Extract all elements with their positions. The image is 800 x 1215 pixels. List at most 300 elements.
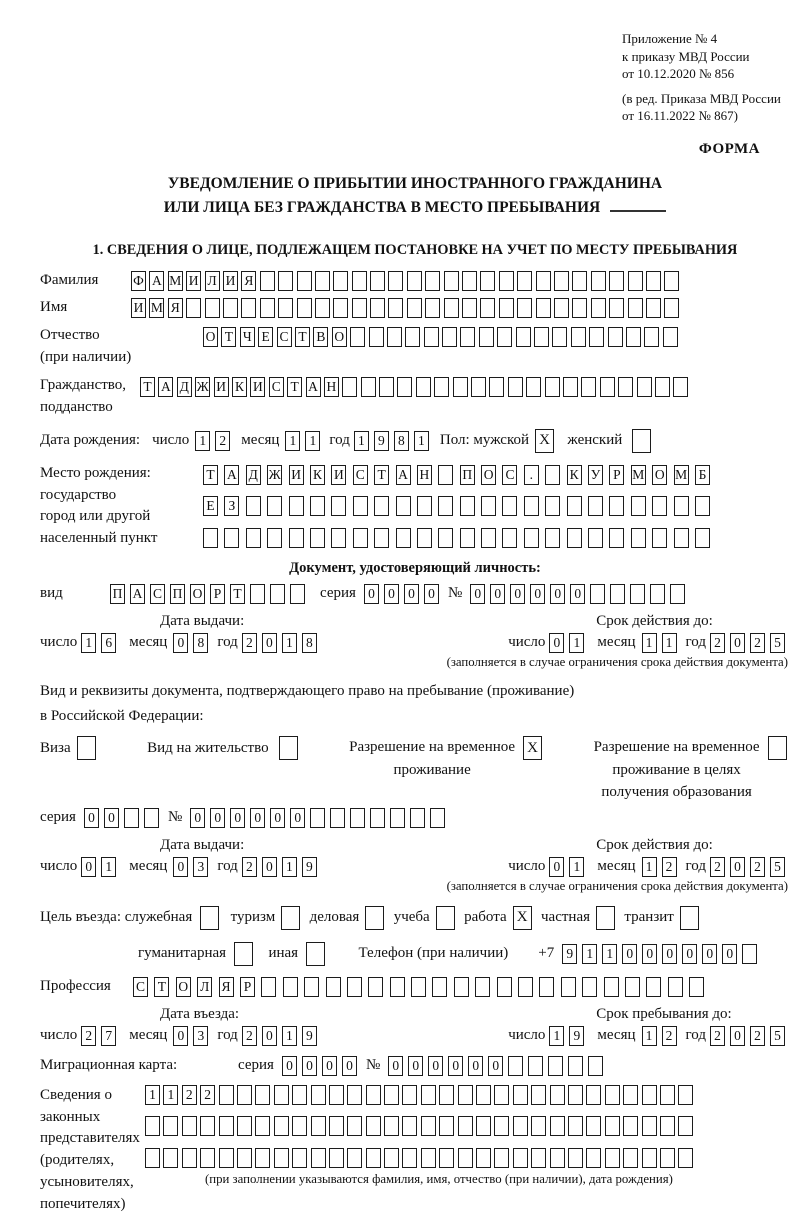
char-box[interactable]	[502, 528, 517, 548]
char-box[interactable]	[642, 1116, 657, 1136]
char-box[interactable]	[333, 298, 348, 318]
char-box[interactable]: 0	[81, 857, 96, 877]
char-box[interactable]: 0	[642, 944, 657, 964]
char-box[interactable]	[444, 271, 459, 291]
char-box[interactable]	[410, 808, 425, 828]
char-box[interactable]	[567, 528, 582, 548]
char-box[interactable]	[384, 1148, 399, 1168]
char-box[interactable]	[586, 1085, 601, 1105]
char-box[interactable]: Ж	[267, 465, 282, 485]
char-box[interactable]	[425, 298, 440, 318]
char-box[interactable]: 0	[490, 584, 505, 604]
char-box[interactable]	[407, 298, 422, 318]
char-box[interactable]	[480, 271, 495, 291]
char-box[interactable]: М	[631, 465, 646, 485]
char-box[interactable]	[311, 1085, 326, 1105]
char-box[interactable]	[342, 377, 357, 397]
char-box[interactable]	[644, 327, 659, 347]
char-box[interactable]	[518, 977, 533, 997]
char-box[interactable]: М	[168, 271, 183, 291]
char-box[interactable]	[489, 377, 504, 397]
char-box[interactable]	[347, 1148, 362, 1168]
char-box[interactable]	[255, 1116, 270, 1136]
char-box[interactable]	[144, 808, 159, 828]
char-box[interactable]	[460, 327, 475, 347]
char-box[interactable]	[205, 298, 220, 318]
char-box[interactable]: 0	[404, 584, 419, 604]
char-box[interactable]	[454, 977, 469, 997]
char-box[interactable]: 0	[173, 633, 188, 653]
char-box[interactable]	[274, 1148, 289, 1168]
char-box[interactable]: 1	[414, 431, 429, 451]
char-box[interactable]	[545, 377, 560, 397]
char-box[interactable]	[270, 584, 285, 604]
char-box[interactable]	[458, 1116, 473, 1136]
char-box[interactable]: Д	[246, 465, 261, 485]
char-box[interactable]: 0	[190, 808, 205, 828]
char-box[interactable]	[246, 528, 261, 548]
char-box[interactable]	[609, 271, 624, 291]
char-box[interactable]	[550, 1085, 565, 1105]
char-box[interactable]	[531, 1085, 546, 1105]
char-box[interactable]	[274, 1085, 289, 1105]
char-box[interactable]	[289, 496, 304, 516]
char-box[interactable]: 0	[662, 944, 677, 964]
char-box[interactable]	[438, 465, 453, 485]
char-box[interactable]: 0	[342, 1056, 357, 1076]
char-box[interactable]	[424, 327, 439, 347]
char-box[interactable]: И	[223, 271, 238, 291]
char-box[interactable]: 7	[101, 1026, 116, 1046]
char-box[interactable]	[650, 584, 665, 604]
char-box[interactable]: 0	[682, 944, 697, 964]
char-box[interactable]: 0	[549, 633, 564, 653]
char-box[interactable]: П	[110, 584, 125, 604]
char-box[interactable]: П	[460, 465, 475, 485]
char-box[interactable]: Ж	[195, 377, 210, 397]
char-box[interactable]	[219, 1085, 234, 1105]
char-box[interactable]	[623, 1116, 638, 1136]
char-box[interactable]	[219, 1148, 234, 1168]
char-box[interactable]	[255, 1085, 270, 1105]
char-box[interactable]: А	[396, 465, 411, 485]
char-box[interactable]: 0	[173, 1026, 188, 1046]
char-box[interactable]	[292, 1148, 307, 1168]
char-box[interactable]	[315, 298, 330, 318]
char-box[interactable]	[347, 1085, 362, 1105]
char-box[interactable]	[458, 1085, 473, 1105]
char-box[interactable]: 0	[364, 584, 379, 604]
char-box[interactable]: Я	[168, 298, 183, 318]
char-box[interactable]	[689, 977, 704, 997]
char-box[interactable]	[476, 1085, 491, 1105]
char-box[interactable]	[668, 977, 683, 997]
char-box[interactable]: 9	[569, 1026, 584, 1046]
char-box[interactable]	[438, 496, 453, 516]
char-box[interactable]	[655, 377, 670, 397]
char-box[interactable]: Т	[287, 377, 302, 397]
char-box[interactable]: 0	[510, 584, 525, 604]
char-box[interactable]	[432, 977, 447, 997]
char-box[interactable]: Л	[197, 977, 212, 997]
char-box[interactable]	[476, 1116, 491, 1136]
char-box[interactable]	[411, 977, 426, 997]
char-box[interactable]: 5	[770, 633, 785, 653]
char-box[interactable]: А	[130, 584, 145, 604]
char-box[interactable]	[628, 298, 643, 318]
char-box[interactable]	[352, 298, 367, 318]
char-box[interactable]	[568, 1116, 583, 1136]
char-box[interactable]: 0	[322, 1056, 337, 1076]
char-box[interactable]	[548, 1056, 563, 1076]
char-box[interactable]	[388, 298, 403, 318]
char-box[interactable]	[278, 298, 293, 318]
char-box[interactable]	[460, 528, 475, 548]
char-box[interactable]: Ч	[240, 327, 255, 347]
char-box[interactable]	[528, 1056, 543, 1076]
char-box[interactable]: И	[214, 377, 229, 397]
char-box[interactable]: 2	[182, 1085, 197, 1105]
char-box[interactable]	[554, 271, 569, 291]
char-box[interactable]	[517, 298, 532, 318]
char-box[interactable]: 8	[394, 431, 409, 451]
char-box[interactable]: 0	[730, 857, 745, 877]
char-box[interactable]	[605, 1116, 620, 1136]
char-box[interactable]	[536, 271, 551, 291]
char-box[interactable]	[438, 528, 453, 548]
char-box[interactable]	[660, 1116, 675, 1136]
char-box[interactable]: 0	[262, 857, 277, 877]
char-box[interactable]: 0	[262, 1026, 277, 1046]
char-box[interactable]	[554, 298, 569, 318]
char-box[interactable]: П	[170, 584, 185, 604]
char-box[interactable]: Я	[241, 271, 256, 291]
char-box[interactable]: Р	[210, 584, 225, 604]
char-box[interactable]	[347, 1116, 362, 1136]
char-box[interactable]	[623, 1085, 638, 1105]
char-box[interactable]	[568, 1056, 583, 1076]
char-box[interactable]: 0	[104, 808, 119, 828]
char-box[interactable]: А	[149, 271, 164, 291]
char-box[interactable]: 5	[770, 857, 785, 877]
char-box[interactable]: Е	[203, 496, 218, 516]
char-box[interactable]: С	[133, 977, 148, 997]
char-box[interactable]	[350, 327, 365, 347]
char-box[interactable]: 0	[424, 584, 439, 604]
char-box[interactable]: Т	[295, 327, 310, 347]
char-box[interactable]: 1	[285, 431, 300, 451]
char-box[interactable]	[237, 1148, 252, 1168]
char-box[interactable]: 2	[662, 857, 677, 877]
char-box[interactable]: Л	[205, 271, 220, 291]
char-box[interactable]	[571, 327, 586, 347]
char-box[interactable]	[261, 977, 276, 997]
char-box[interactable]	[480, 298, 495, 318]
char-box[interactable]	[561, 977, 576, 997]
char-box[interactable]: 0	[468, 1056, 483, 1076]
char-box[interactable]	[536, 298, 551, 318]
char-box[interactable]: Ф	[131, 271, 146, 291]
char-box[interactable]: О	[652, 465, 667, 485]
char-box[interactable]	[550, 1148, 565, 1168]
char-box[interactable]	[608, 327, 623, 347]
char-box[interactable]: С	[502, 465, 517, 485]
char-box[interactable]	[250, 584, 265, 604]
char-box[interactable]	[200, 906, 219, 930]
char-box[interactable]	[660, 1085, 675, 1105]
char-box[interactable]: 2	[710, 633, 725, 653]
char-box[interactable]	[369, 327, 384, 347]
char-box[interactable]	[588, 496, 603, 516]
char-box[interactable]	[374, 496, 389, 516]
char-box[interactable]	[539, 977, 554, 997]
char-box[interactable]: А	[158, 377, 173, 397]
char-box[interactable]	[442, 327, 457, 347]
char-box[interactable]	[297, 298, 312, 318]
char-box[interactable]	[379, 377, 394, 397]
char-box[interactable]	[494, 1116, 509, 1136]
char-box[interactable]	[439, 1085, 454, 1105]
char-box[interactable]	[567, 496, 582, 516]
char-box[interactable]: С	[353, 465, 368, 485]
char-box[interactable]	[674, 528, 689, 548]
char-box[interactable]	[588, 528, 603, 548]
char-box[interactable]: 2	[200, 1085, 215, 1105]
char-box[interactable]: X	[513, 906, 532, 930]
char-box[interactable]	[516, 327, 531, 347]
char-box[interactable]	[591, 271, 606, 291]
char-box[interactable]	[310, 528, 325, 548]
char-box[interactable]	[499, 298, 514, 318]
char-box[interactable]	[600, 377, 615, 397]
char-box[interactable]: 2	[242, 1026, 257, 1046]
char-box[interactable]: 2	[242, 857, 257, 877]
char-box[interactable]	[494, 1085, 509, 1105]
char-box[interactable]	[605, 1148, 620, 1168]
char-box[interactable]	[315, 271, 330, 291]
char-box[interactable]	[439, 1116, 454, 1136]
char-box[interactable]: 0	[290, 808, 305, 828]
char-box[interactable]: 0	[210, 808, 225, 828]
char-box[interactable]: 1	[282, 1026, 297, 1046]
char-box[interactable]	[241, 298, 256, 318]
char-box[interactable]	[552, 327, 567, 347]
char-box[interactable]	[396, 496, 411, 516]
char-box[interactable]	[370, 298, 385, 318]
char-box[interactable]	[311, 1116, 326, 1136]
char-box[interactable]	[462, 298, 477, 318]
char-box[interactable]	[479, 327, 494, 347]
char-box[interactable]	[618, 377, 633, 397]
char-box[interactable]: С	[150, 584, 165, 604]
char-box[interactable]	[591, 298, 606, 318]
char-box[interactable]	[581, 377, 596, 397]
char-box[interactable]: 1	[282, 633, 297, 653]
char-box[interactable]: 1	[101, 857, 116, 877]
char-box[interactable]: X	[535, 429, 554, 453]
char-box[interactable]: 5	[770, 1026, 785, 1046]
char-box[interactable]	[402, 1148, 417, 1168]
char-box[interactable]: 0	[388, 1056, 403, 1076]
char-box[interactable]	[460, 496, 475, 516]
char-box[interactable]	[609, 496, 624, 516]
char-box[interactable]	[742, 944, 757, 964]
char-box[interactable]	[333, 271, 348, 291]
char-box[interactable]: 2	[750, 633, 765, 653]
char-box[interactable]: Д	[177, 377, 192, 397]
char-box[interactable]	[329, 1116, 344, 1136]
char-box[interactable]: 0	[448, 1056, 463, 1076]
char-box[interactable]	[290, 584, 305, 604]
char-box[interactable]	[407, 271, 422, 291]
char-box[interactable]: И	[250, 377, 265, 397]
char-box[interactable]	[674, 496, 689, 516]
char-box[interactable]	[632, 429, 651, 453]
char-box[interactable]: 2	[81, 1026, 96, 1046]
char-box[interactable]	[497, 977, 512, 997]
char-box[interactable]	[274, 1116, 289, 1136]
char-box[interactable]: 1	[305, 431, 320, 451]
char-box[interactable]	[434, 377, 449, 397]
char-box[interactable]: И	[289, 465, 304, 485]
char-box[interactable]: 0	[570, 584, 585, 604]
char-box[interactable]	[626, 327, 641, 347]
char-box[interactable]	[182, 1148, 197, 1168]
char-box[interactable]	[589, 327, 604, 347]
char-box[interactable]: 0	[622, 944, 637, 964]
char-box[interactable]: 9	[374, 431, 389, 451]
char-box[interactable]	[292, 1116, 307, 1136]
char-box[interactable]	[417, 496, 432, 516]
char-box[interactable]: 1	[602, 944, 617, 964]
char-box[interactable]: 0	[549, 857, 564, 877]
char-box[interactable]	[350, 808, 365, 828]
char-box[interactable]: 1	[549, 1026, 564, 1046]
char-box[interactable]	[397, 377, 412, 397]
char-box[interactable]	[237, 1085, 252, 1105]
char-box[interactable]: 0	[550, 584, 565, 604]
char-box[interactable]	[631, 528, 646, 548]
char-box[interactable]	[368, 977, 383, 997]
char-box[interactable]	[370, 808, 385, 828]
char-box[interactable]	[396, 528, 411, 548]
char-box[interactable]	[534, 327, 549, 347]
char-box[interactable]	[306, 942, 325, 966]
char-box[interactable]: 1	[195, 431, 210, 451]
char-box[interactable]: 6	[101, 633, 116, 653]
char-box[interactable]: 0	[250, 808, 265, 828]
char-box[interactable]	[631, 496, 646, 516]
char-box[interactable]	[646, 271, 661, 291]
char-box[interactable]	[331, 496, 346, 516]
char-box[interactable]	[163, 1116, 178, 1136]
char-box[interactable]	[223, 298, 238, 318]
char-box[interactable]	[526, 377, 541, 397]
char-box[interactable]: Н	[417, 465, 432, 485]
char-box[interactable]	[475, 977, 490, 997]
char-box[interactable]	[182, 1116, 197, 1136]
char-box[interactable]	[545, 465, 560, 485]
char-box[interactable]	[545, 528, 560, 548]
char-box[interactable]	[310, 496, 325, 516]
char-box[interactable]	[568, 1085, 583, 1105]
char-box[interactable]	[637, 377, 652, 397]
char-box[interactable]	[502, 496, 517, 516]
char-box[interactable]: М	[674, 465, 689, 485]
char-box[interactable]: К	[310, 465, 325, 485]
char-box[interactable]	[476, 1148, 491, 1168]
char-box[interactable]: Н	[324, 377, 339, 397]
char-box[interactable]	[436, 906, 455, 930]
char-box[interactable]	[329, 1085, 344, 1105]
char-box[interactable]: 8	[193, 633, 208, 653]
char-box[interactable]	[678, 1148, 693, 1168]
char-box[interactable]: Т	[374, 465, 389, 485]
char-box[interactable]	[421, 1085, 436, 1105]
char-box[interactable]	[219, 1116, 234, 1136]
char-box[interactable]: 1	[81, 633, 96, 653]
char-box[interactable]	[652, 496, 667, 516]
char-box[interactable]: 1	[662, 633, 677, 653]
char-box[interactable]	[678, 1085, 693, 1105]
char-box[interactable]: Т	[154, 977, 169, 997]
char-box[interactable]	[281, 906, 300, 930]
char-box[interactable]	[609, 298, 624, 318]
char-box[interactable]: 1	[582, 944, 597, 964]
char-box[interactable]: .	[524, 465, 539, 485]
char-box[interactable]	[267, 496, 282, 516]
char-box[interactable]	[326, 977, 341, 997]
char-box[interactable]	[695, 496, 710, 516]
char-box[interactable]	[390, 977, 405, 997]
char-box[interactable]: 0	[262, 633, 277, 653]
char-box[interactable]	[628, 271, 643, 291]
char-box[interactable]	[405, 327, 420, 347]
char-box[interactable]	[660, 1148, 675, 1168]
char-box[interactable]	[642, 1085, 657, 1105]
char-box[interactable]: 1	[354, 431, 369, 451]
char-box[interactable]: 0	[270, 808, 285, 828]
char-box[interactable]: 0	[84, 808, 99, 828]
char-box[interactable]: Е	[258, 327, 273, 347]
char-box[interactable]: 9	[562, 944, 577, 964]
char-box[interactable]: 0	[702, 944, 717, 964]
char-box[interactable]	[572, 298, 587, 318]
char-box[interactable]	[366, 1148, 381, 1168]
char-box[interactable]	[508, 1056, 523, 1076]
char-box[interactable]	[550, 1116, 565, 1136]
char-box[interactable]	[311, 1148, 326, 1168]
char-box[interactable]: 2	[710, 1026, 725, 1046]
char-box[interactable]	[77, 736, 96, 760]
char-box[interactable]: Р	[609, 465, 624, 485]
char-box[interactable]	[586, 1148, 601, 1168]
char-box[interactable]	[481, 496, 496, 516]
char-box[interactable]	[508, 377, 523, 397]
char-box[interactable]	[331, 528, 346, 548]
char-box[interactable]: 2	[242, 633, 257, 653]
char-box[interactable]	[524, 496, 539, 516]
char-box[interactable]	[374, 528, 389, 548]
char-box[interactable]: 9	[302, 1026, 317, 1046]
char-box[interactable]: К	[567, 465, 582, 485]
char-box[interactable]	[283, 977, 298, 997]
char-box[interactable]	[642, 1148, 657, 1168]
char-box[interactable]	[664, 298, 679, 318]
char-box[interactable]	[439, 1148, 454, 1168]
char-box[interactable]	[630, 584, 645, 604]
char-box[interactable]	[497, 327, 512, 347]
